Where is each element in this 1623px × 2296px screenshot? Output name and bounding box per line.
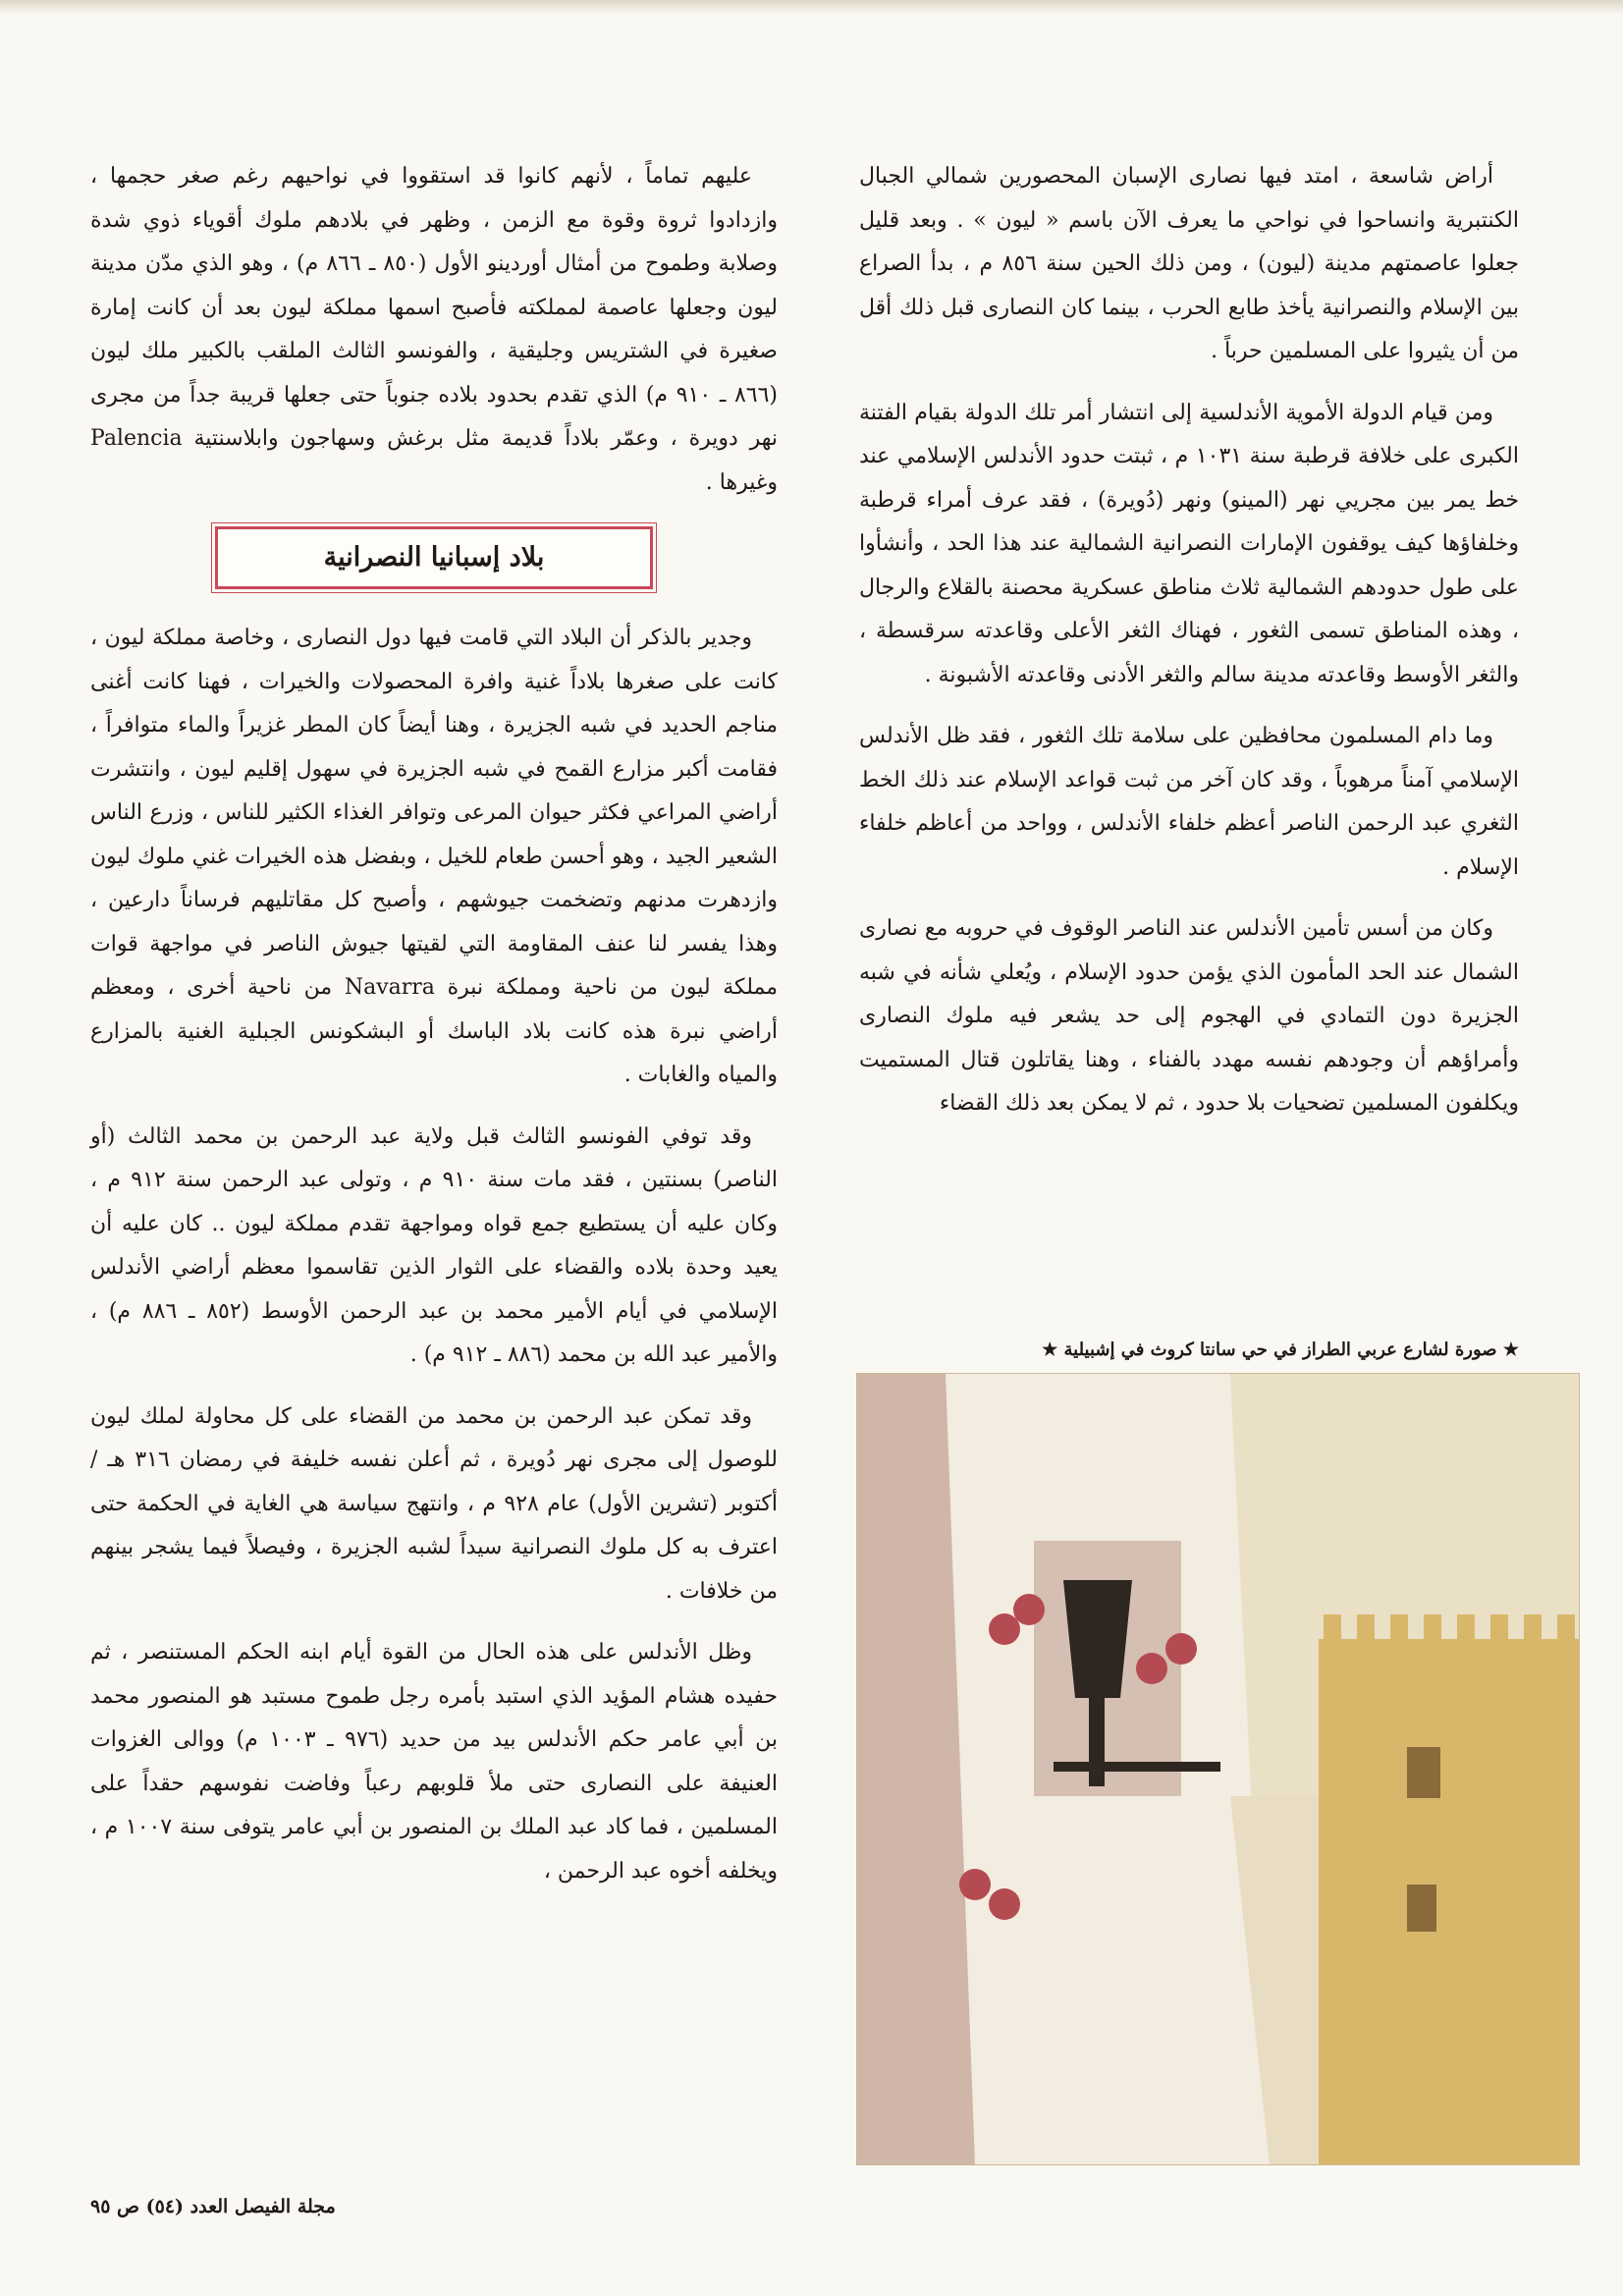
right-paragraph-4: وكان من أسس تأمين الأندلس عند الناصر الوقوف في حروبه مع نصارى الشمال عند الحد المأمون الذي يؤمن حدود الإسلام ، ويُعلي شأنه في شبه الجزيرة دون التمادي في الهجوم إلى حد يشعر فيه ملوك النصارى وأمراؤهم أن وجودهم نفسه مهدد بالفناء ، وهنا يقاتلون قتال المستميت ويكلفون المسلمين تضحيات بلا حدود ، ثم لا يمكن بعد ذلك القضاء <box>859 916 1519 1116</box>
battlement <box>1457 1614 1475 1642</box>
photo-caption: ★ صورة لشارع عربي الطراز في حي سانتا كروث في إشبيلية ★ <box>1042 1339 1519 1360</box>
flower-cluster <box>989 1888 1020 1920</box>
right-paragraph-2: ومن قيام الدولة الأموية الأندلسية إلى انتشار أمر تلك الدولة بقيام الفتنة الكبرى على خلافة قرطبة سنة ١٠٣١ م ، ثبتت حدود الأندلس الإسلامي عند خط يمر بين مجريي نهر (المينو) ونهر (دُويرة) ، فقد عرف أمراء قرطبة وخلفاؤها كيف يوقفون الإمارات النصرانية الشمالية عند هذا الحد ، وأنشأوا على طول حدودهم الشمالية ثلاث مناطق عسكرية محصنة بالقلاع والرجال ، وهذه المناطق تسمى الثغور ، فهناك الثغر الأعلى وقاعدته سرقسطة ، والثغر الأوسط وقاعدته مدينة سالم والثغر الأدنى وقاعدته الأشبونة . <box>859 400 1519 687</box>
street-photo-illustration <box>857 1374 1579 2164</box>
section-heading-text: بلاد إسبانيا النصرانية <box>323 541 545 573</box>
photo-tower <box>1319 1639 1579 2164</box>
battlement <box>1390 1614 1408 1642</box>
flower-cluster <box>989 1613 1020 1645</box>
right-paragraph-1: أراض شاسعة ، امتد فيها نصارى الإسبان المحصورين شمالي الجبال الكنتبرية وانساحوا في نواحي ما يعرف الآن باسم « ليون » . وبعد قليل جعلوا عاصمتهم مدينة (ليون) ، ومن ذلك الحين سنة ٨٥٦ م ، بدأ الصراع بين الإسلام والنصرانية يأخذ طابع الحرب ، بينما كان النصارى قبل ذلك أقل من أن يثيروا على المسلمين حرباً . <box>859 164 1520 363</box>
right-text-column <box>859 155 1519 1144</box>
battlement <box>1490 1614 1508 1642</box>
battlement <box>1424 1614 1441 1642</box>
photo-tower-window-2 <box>1407 1885 1436 1932</box>
flower-cluster <box>959 1869 991 1900</box>
battlement <box>1557 1614 1575 1642</box>
left-intro-paragraph: عليهم تماماً ، لأنهم كانوا قد استقووا في نواحيهم رغم صغر حجمها ، وازدادوا ثروة وقوة مع الزمن ، وظهر في بلادهم ملوك أقوياء ذوي شدة وصلابة وطموح من أمثال أوردينو الأول (٨٥٠ ـ ٨٦٦ م) ، وهو الذي مدّن مدينة ليون وجعلها عاصمة لمملكته فأصبح اسمها مملكة ليون بعد أن كانت إمارة صغيرة في الشتريس وجليقية ، والفونسو الثالث الملقب بالكبير ملك ليون (٨٦٦ ـ ٩١٠ م) الذي تقدم بحدود بلاده جنوباً حتى جعلها قريبة جداً من مجرى نهر دويرة ، وعمّر بلاداً قديمة مثل برغش وسهاجون وابلاسنتية Palencia وغيرها . <box>90 164 779 495</box>
battlement <box>1357 1614 1375 1642</box>
flower-cluster <box>1136 1653 1167 1684</box>
left-paragraph-2: وقد توفي الفونسو الثالث قبل ولاية عبد الرحمن بن محمد الثالث (أو الناصر) بسنتين ، فقد مات سنة ٩١٠ م ، وتولى عبد الرحمن سنة ٩١٢ م ، وكان عليه أن يستطيع جمع قواه ومواجهة تقدم مملكة ليون .. كان عليه أن يعيد وحدة بلاده والقضاء على الثوار الذين تقاسموا معظم أراضي الأندلس الإسلامي في أيام الأمير محمد بن عبد الرحمن الأوسط (٨٥٢ ـ ٨٨٦ م) ، والأمير عبد الله بن محمد (٨٨٦ ـ ٩١٢ م) . <box>90 1123 779 1367</box>
left-paragraph-3: وقد تمكن عبد الرحمن بن محمد من القضاء على كل محاولة لملك ليون للوصول إلى مجرى نهر دُويرة ، ثم أعلن نفسه خليفة في رمضان ٣١٦ هـ / أكتوبر (تشرين الأول) عام ٩٢٨ م ، وانتهج سياسة هي الغاية في الحكمة حتى اعترف به كل ملوك النصرانية سيداً لشبه الجزيرة ، وفيصلاً فيما يشجر بينهم من خلافات . <box>90 1403 778 1604</box>
scan-edge-shadow <box>0 0 1623 14</box>
section-heading-box <box>215 526 653 589</box>
street-photo <box>856 1373 1580 2165</box>
battlement <box>1324 1614 1341 1642</box>
page-footer: مجلة الفيصل العدد (٥٤) ص ٩٥ <box>90 2196 336 2217</box>
battlement <box>1524 1614 1542 1642</box>
flower-cluster <box>1165 1633 1197 1665</box>
left-paragraph-1: وجدير بالذكر أن البلاد التي قامت فيها دول النصارى ، وخاصة مملكة ليون ، كانت على صغرها بلاداً غنية وافرة المحصولات والخيرات ، فهنا كانت أغنى مناجم الحديد في شبه الجزيرة ، وهنا أيضاً كان المطر غزيراً والماء متوافراً ، فقامت أكبر مزارع القمح في شبه الجزيرة في سهول إقليم ليون ، وانتشرت أراضي المراعي فكثر حيوان المرعى وتوافر الغذاء الكثير للناس ، وزرع الناس الشعير الجيد ، وهو أحسن طعام للخيل ، وبفضل هذه الخيرات غني ملوك ليون وازدهرت مدنهم وتضخمت جيوشهم ، وأصبح كل مقاتليهم فرساناً دارعين ، وهذا يفسر لنا عنف المقاومة التي لقيتها جيوش الناصر في مواجهة قوات مملكة ليون من ناحية ومملكة نبرة Navarra من ناحية أخرى ، ومعظم أراضي نبرة هذه كانت بلاد الباسك أو البشكونس الجبلية الغنية بالمزارع والمياه والغابات . <box>90 626 778 1087</box>
right-paragraph-3: وما دام المسلمون محافظين على سلامة تلك الثغور ، فقد ظل الأندلس الإسلامي آمناً مرهوباً ، وقد كان آخر من ثبت قواعد الإسلام عند ذلك الخط الثغري عبد الرحمن الناصر أعظم خلفاء الأندلس ، وواحد من أعاظم خلفاء الإسلام . <box>859 724 1519 880</box>
photo-tower-window <box>1407 1747 1440 1798</box>
left-paragraph-4: وظل الأندلس على هذه الحال من القوة أيام ابنه الحكم المستنصر ، ثم حفيده هشام المؤيد الذي استبد بأمره رجل طموح مستبد هو المنصور محمد بن أبي عامر حكم الأندلس بيد من حديد (٩٧٦ ـ ١٠٠٣ م) ووالى الغزوات العنيفة على النصارى حتى ملأ قلوبهم رعباً وفاضت نفوسهم حقداً على المسلمين ، فما كاد عبد الملك بن المنصور بن أبي عامر يتوفى سنة ١٠٠٧ م ، ويخلفه أخوه عبد الرحمن ، <box>90 1640 779 1884</box>
flower-cluster <box>1013 1594 1045 1625</box>
left-text-column <box>90 155 778 1911</box>
